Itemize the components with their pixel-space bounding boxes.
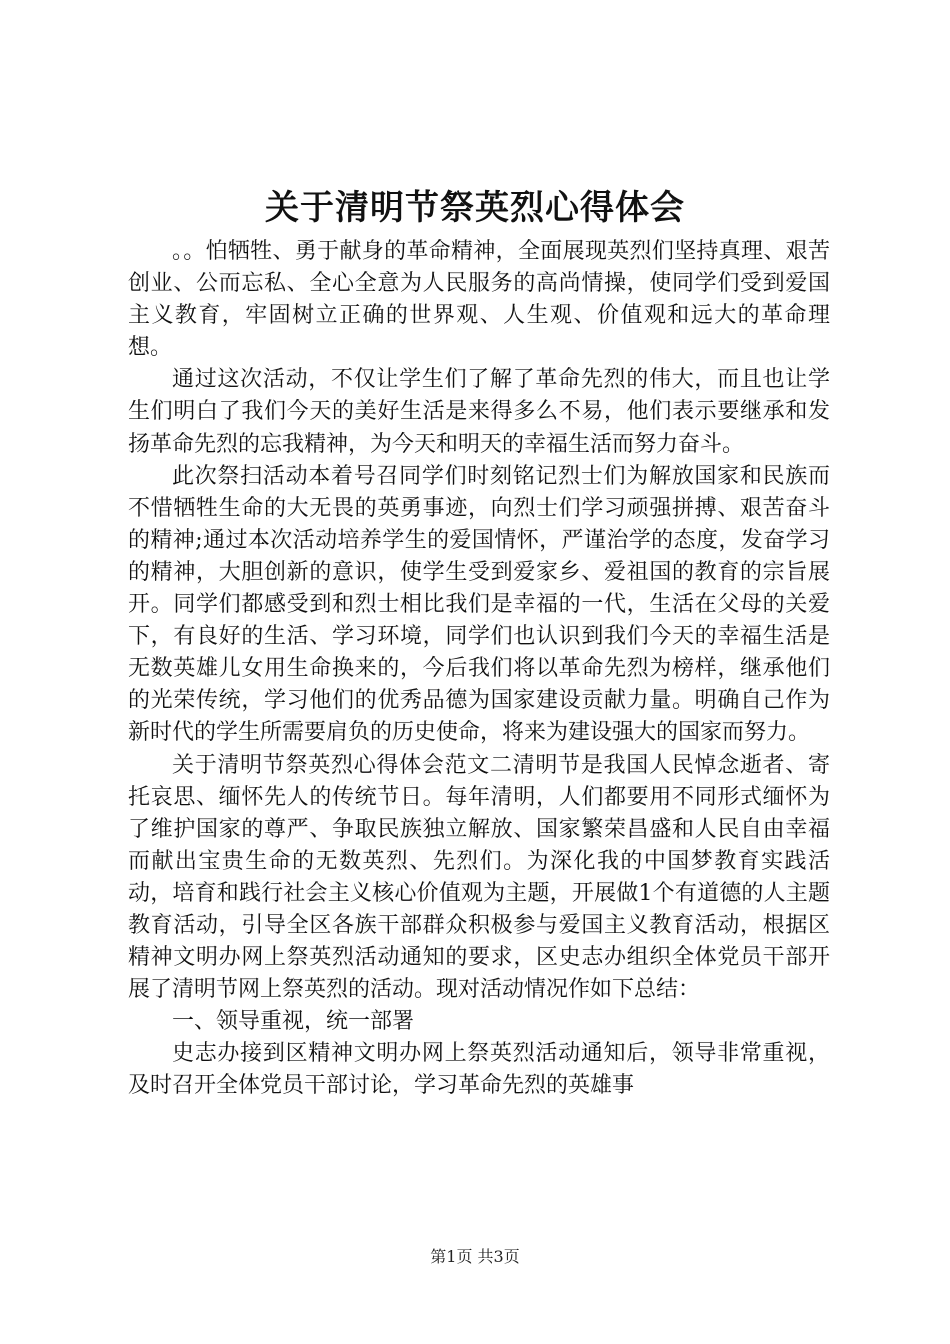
page-footer: 第1页 共3页 <box>430 1247 520 1266</box>
document-title: 关于清明节祭英烈心得体会 <box>265 188 685 228</box>
section-heading: 一、领导重视，统一部署 <box>172 1009 415 1035</box>
paragraph-3: 此次祭扫活动本着号召同学们时刻铭记烈士们为解放国家和民族而不惜牺牲生命的大无畏的英勇事迹，向烈士们学习顽强拼搏、艰苦奋斗的精神;通过本次活动培养学生的爱国情怀，严谨治学的态度，发奋学习的精神，大胆创新的意识，使学生受到爱家乡、爱祖国的教育的宗旨展开。同学们都感受到和烈士相比我们是幸福的一代，生活在父母的关爱下，有良好的生活、学习环境，同学们也认识到我们今天的幸福生活是无数英雄儿女用生命换来的，今后我们将以革命先烈为榜样，继承他们的光荣传统，学习他们的优秀品德为国家建设贡献力量。明确自己作为新时代的学生所需要肩负的历史使命，将来为建设强大的国家而努力。 <box>128 463 830 746</box>
paragraph-5: 史志办接到区精神文明办网上祭英烈活动通知后，领导非常重视，及时召开全体党员干部讨论，学习革命先烈的英雄事 <box>128 1041 830 1099</box>
paragraph-1: 。。怕牺牲、勇于献身的革命精神，全面展现英烈们坚持真理、艰苦创业、公而忘私、全心全意为人民服务的高尚情操，使同学们受到爱国主义教育，牢固树立正确的世界观、人生观、价值观和远大的革命理想。 <box>128 239 830 361</box>
document-body <box>128 236 830 1103</box>
paragraph-4: 关于清明节祭英烈心得体会范文二清明节是我国人民悼念逝者、寄托哀思、缅怀先人的传统节日。每年清明，人们都要用不同形式缅怀为了维护国家的尊严、争取民族独立解放、国家繁荣昌盛和人民自由幸福而献出宝贵生命的无数英烈、先烈们。为深化我的中国梦教育实践活动，培育和践行社会主义核心价值观为主题，开展做1个有道德的人主题教育活动，引导全区各族干部群众积极参与爱国主义教育活动，根据区精神文明办网上祭英烈活动通知的要求，区史志办组织全体党员干部开展了清明节网上祭英烈的活动。现对活动情况作如下总结： <box>128 752 830 1003</box>
paragraph-2: 通过这次活动，不仅让学生们了解了革命先烈的伟大，而且也让学生们明白了我们今天的美好生活是来得多么不易，他们表示要继承和发扬革命先烈的忘我精神，为今天和明天的幸福生活而努力奋斗。 <box>128 367 830 457</box>
